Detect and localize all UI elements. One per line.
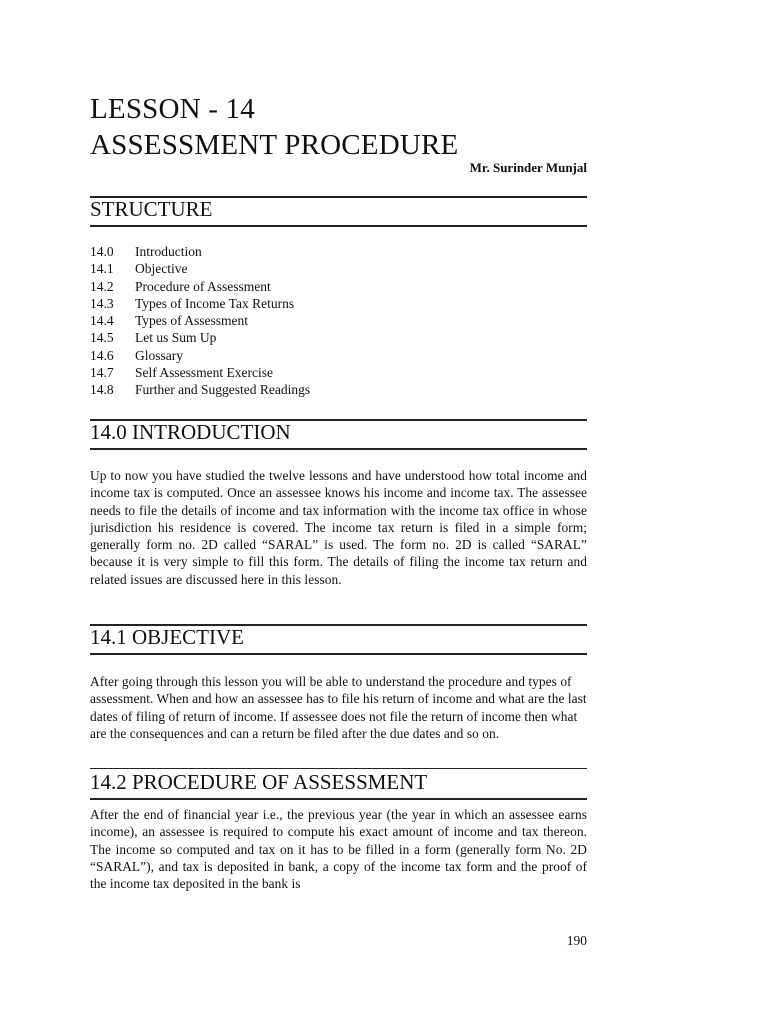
item-label: Procedure of Assessment: [135, 278, 271, 294]
objective-heading-text: 14.1 OBJECTIVE: [90, 625, 244, 649]
list-item: [90, 278, 587, 295]
item-label: Introduction: [135, 244, 202, 259]
list-item: [90, 381, 587, 398]
item-number: 14.4: [90, 313, 114, 329]
structure-list: [90, 243, 587, 399]
item-number: 14.0: [90, 244, 114, 259]
item-number: 14.5: [90, 330, 114, 346]
item-label: Types of Income Tax Returns: [135, 295, 295, 311]
item-label: Types of Assessment: [135, 313, 249, 329]
procedure-paragraph: After the end of financial year i.e., the previous year (the year in which an assessee earns income), an assessee is required to compute his exact amount of income and tax thereon. The income so computed and tax on it has to be filled in a form (generally form No. 2D “SARAL”), and tax is deposited in bank, a copy of the income tax form and the proof of the income tax deposited in the bank is: [90, 807, 587, 892]
introduction-heading: [90, 419, 587, 450]
item-label: Further and Suggested Readings: [135, 382, 311, 398]
item-number: 14.6: [90, 347, 114, 363]
item-number: 14.7: [90, 365, 114, 381]
item-number: 14.2: [90, 278, 114, 294]
item-number: 14.3: [90, 295, 114, 311]
list-item: [90, 329, 587, 346]
procedure-heading: [90, 768, 587, 800]
objective-heading: [90, 624, 587, 655]
list-item: [90, 243, 587, 260]
item-number: 14.8: [90, 382, 114, 398]
introduction-paragraph: Up to now you have studied the twelve lessons and have understood how total income and income tax is computed. Once an assessee knows his income and income tax. The assessee needs to file the details of income and tax information with the income tax office in whose jurisdiction his residence is covered. The income tax return is filed in a simple form; generally form no. 2D called “SARAL” is used. The form no. 2D is called “SARAL” because it is very simple to fill this form. The details of filing the income tax return and related issues are discussed here in this lesson.: [90, 468, 587, 587]
item-label: Let us Sum Up: [135, 330, 217, 346]
list-item: [90, 364, 587, 381]
list-item: [90, 260, 587, 277]
structure-heading-text: STRUCTURE: [90, 197, 213, 221]
objective-paragraph: After going through this lesson you will be able to understand the procedure and types of assessment. When and how an assessee has to file his return of income and what are the last dates of filing of return of income. If assessee does not file the return of income then what are the consequences and can a return be filed after the due dates and so on.: [90, 674, 587, 741]
lesson-title: ASSESSMENT PROCEDURE: [90, 129, 459, 161]
structure-heading: [90, 196, 587, 227]
page-number: 190: [566, 933, 587, 948]
list-item: [90, 347, 587, 364]
introduction-heading-text: 14.0 INTRODUCTION: [90, 420, 291, 444]
list-item: [90, 312, 587, 329]
item-label: Self Assessment Exercise: [135, 365, 273, 381]
lesson-number: LESSON - 14: [90, 93, 255, 125]
author-name: Mr. Surinder Munjal: [469, 160, 587, 175]
item-number: 14.1: [90, 261, 114, 277]
list-item: [90, 295, 587, 312]
item-label: Glossary: [135, 347, 183, 363]
procedure-heading-text: 14.2 PROCEDURE OF ASSESSMENT: [90, 770, 428, 794]
item-label: Objective: [135, 261, 188, 277]
